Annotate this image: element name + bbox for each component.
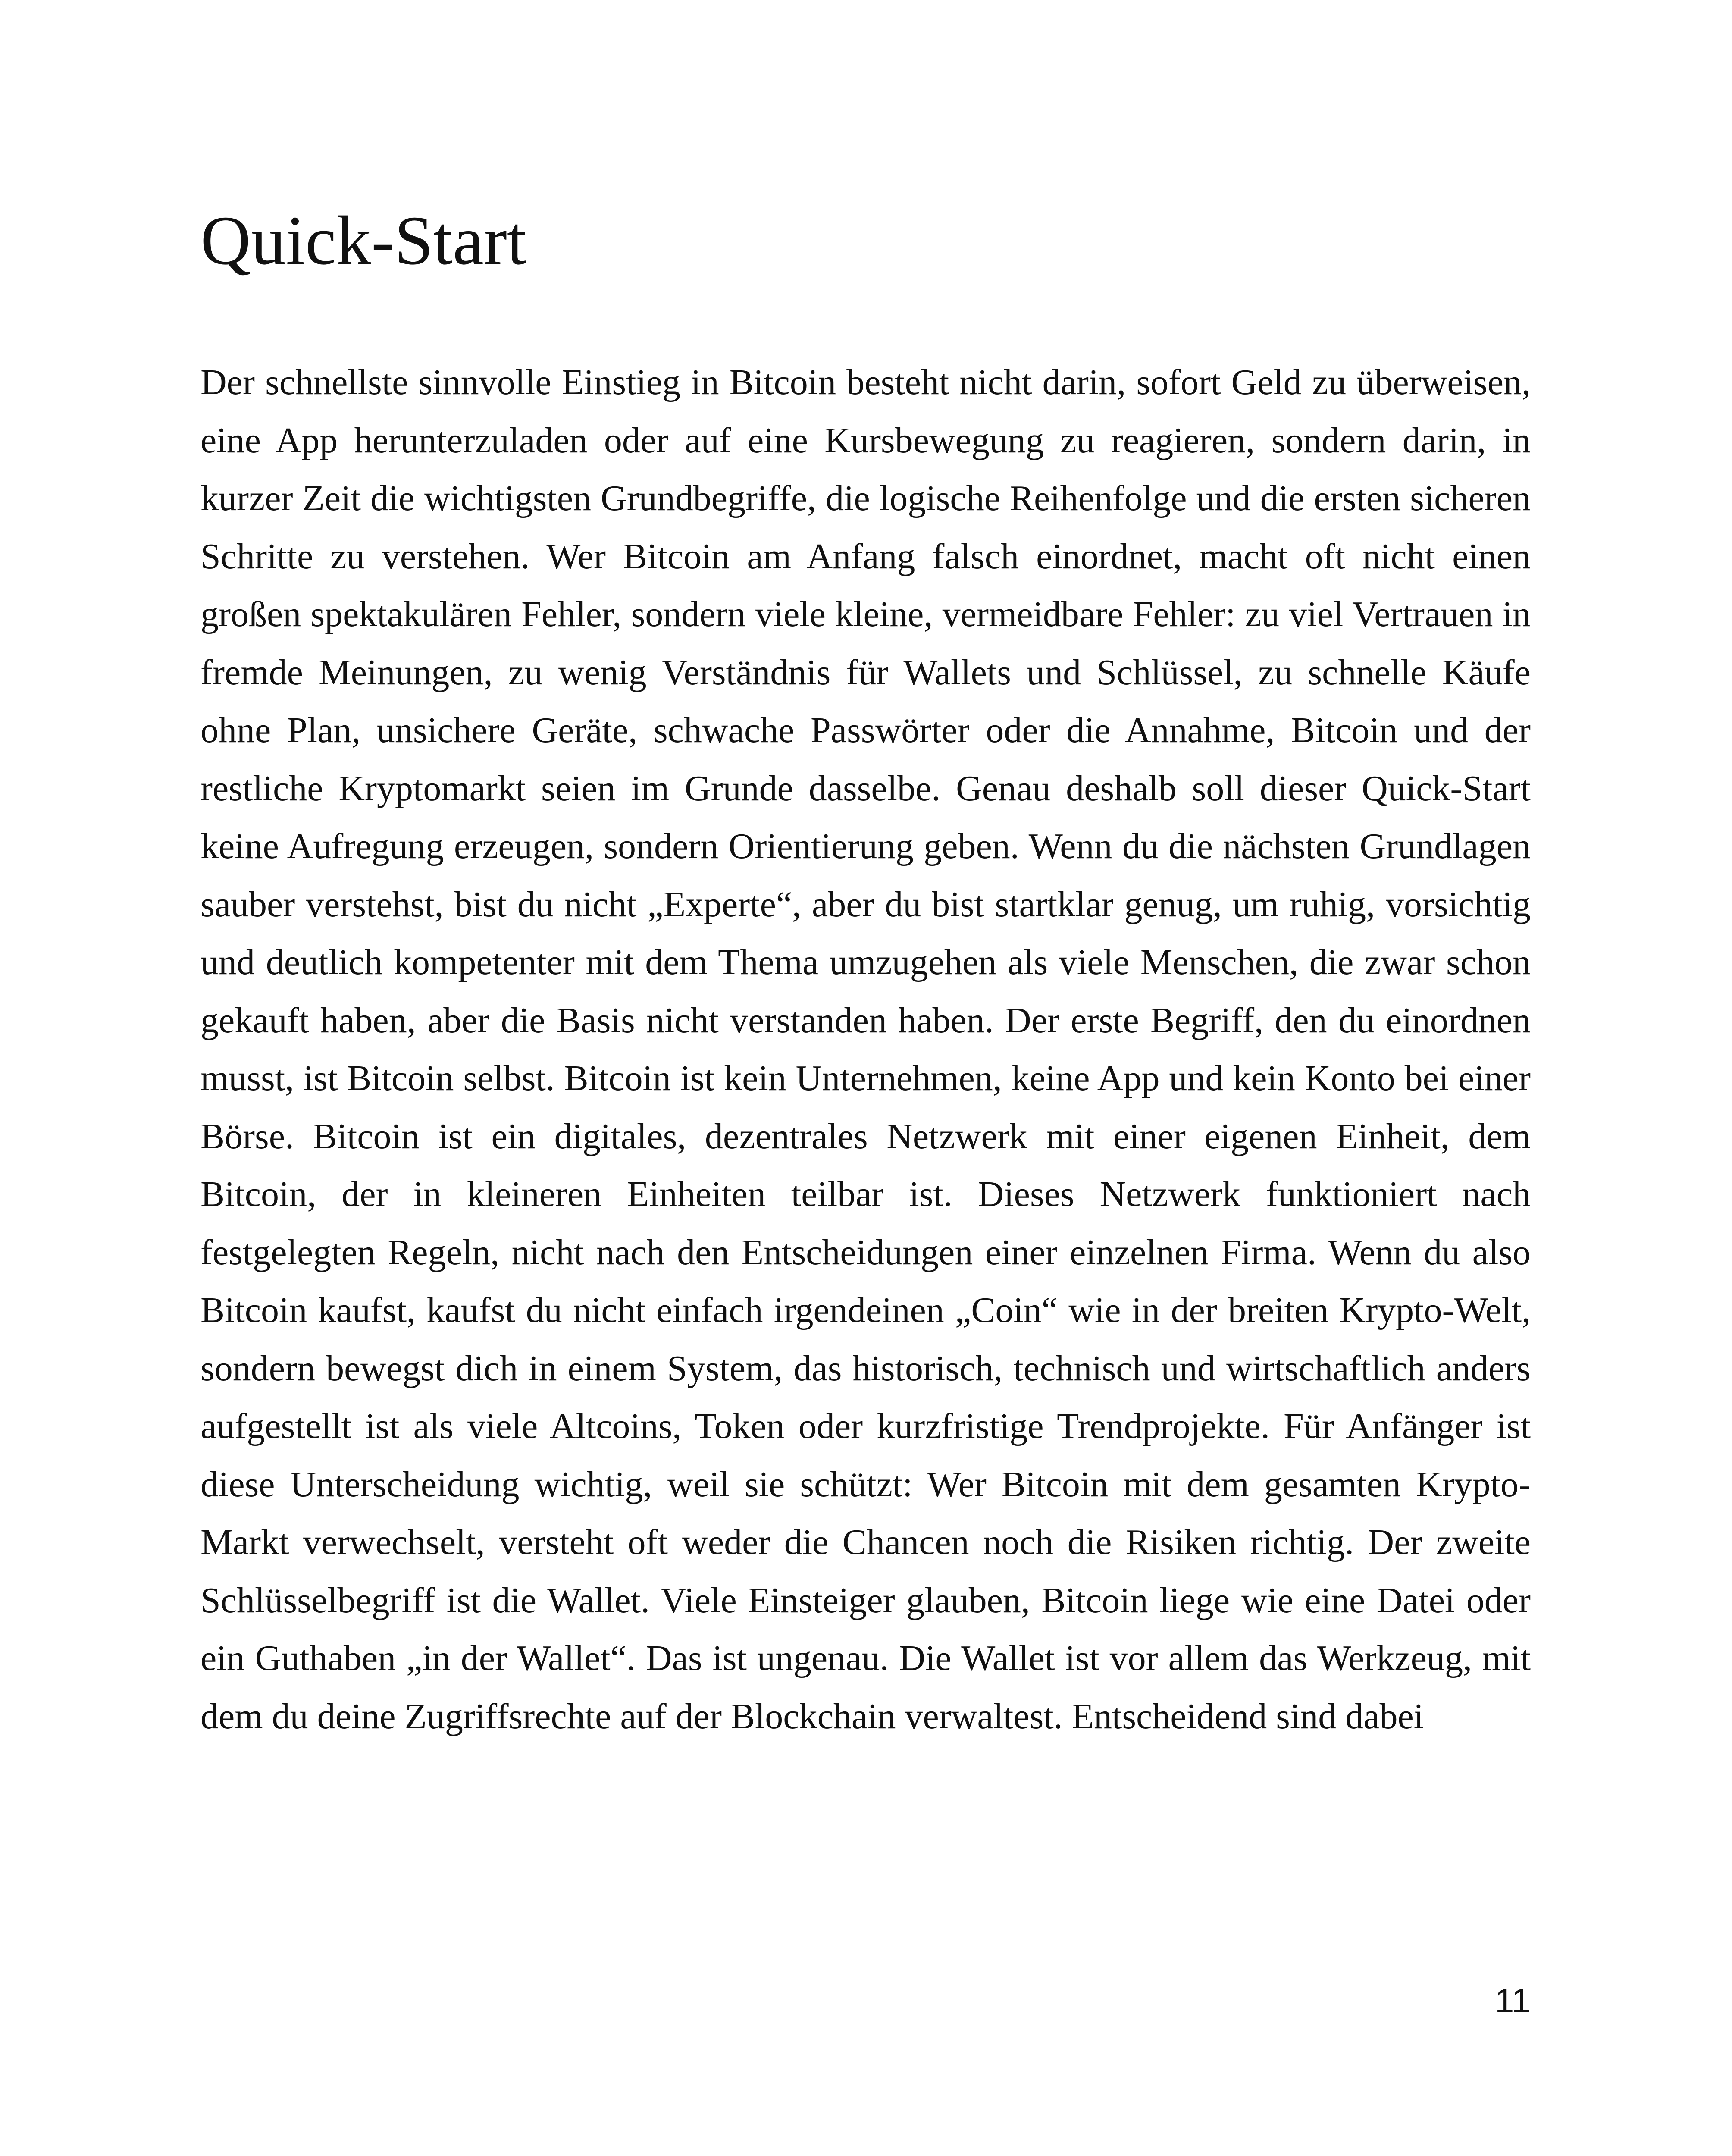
page-number: 11 bbox=[1494, 1981, 1531, 2020]
body-paragraph: Der schnellste sinnvolle Einstieg in Bitcoin besteht nicht darin, sofort Geld zu überweisen, eine App herunterzuladen oder auf eine Kursbewegung zu reagieren, sondern darin, in kurzer Zeit die wichtigsten Grundbegriffe, die logische Reihenfolge und die ersten sicheren Schritte zu verstehen. Wer Bitcoin am Anfang falsch einordnet, macht oft nicht einen großen spektakulären Fehler, sondern viele kleine, vermeidbare Fehler: zu viel Vertrauen in fremde Meinungen, zu wenig Verständnis für Wallets und Schlüssel, zu schnelle Käufe ohne Plan, unsichere Geräte, schwache Passwörter oder die Annahme, Bitcoin und der restliche Kryptomarkt seien im Grunde dasselbe. Genau deshalb soll dieser Quick-Start keine Aufregung erzeugen, sondern Orientierung geben. Wenn du die nächsten Grundlagen sauber verstehst, bist du nicht „Experte“, aber du bist startklar genug, um ruhig, vorsichtig und deutlich kompetenter mit dem Thema umzugehen als viele Menschen, die zwar schon gekauft haben, aber die Basis nicht verstanden haben. Der erste Begriff, den du einordnen musst, ist Bitcoin selbst. Bitcoin ist kein Unternehmen, keine App und kein Konto bei einer Börse. Bitcoin ist ein digitales, dezentrales Netzwerk mit einer eigenen Einheit, dem Bitcoin, der in kleineren Einheiten teilbar ist. Dieses Netzwerk funktioniert nach festgelegten Regeln, nicht nach den Entscheidungen einer einzelnen Firma. Wenn du also Bitcoin kaufst, kaufst du nicht einfach irgendeinen „Coin“ wie in der breiten Krypto-Welt, sondern bewegst dich in einem System, das historisch, technisch und wirtschaftlich anders aufgestellt ist als viele Altcoins, Token oder kurzfristige Trendprojekte. Für Anfänger ist diese Unterscheidung wichtig, weil sie schützt: Wer Bitcoin mit dem gesamten Krypto-Markt verwechselt, versteht oft weder die Chancen noch die Risiken richtig. Der zweite Schlüsselbegriff ist die Wallet. Viele Einsteiger glauben, Bitcoin liege wie eine Datei oder ein Guthaben „in der Wallet“. Das ist ungenau. Die Wallet ist vor allem das Werkzeug, mit dem du deine Zugriffsrechte auf der Blockchain verwaltest. Entscheidend sind dabei bbox=[200, 362, 1531, 1736]
chapter-title: Quick-Start bbox=[200, 202, 526, 279]
